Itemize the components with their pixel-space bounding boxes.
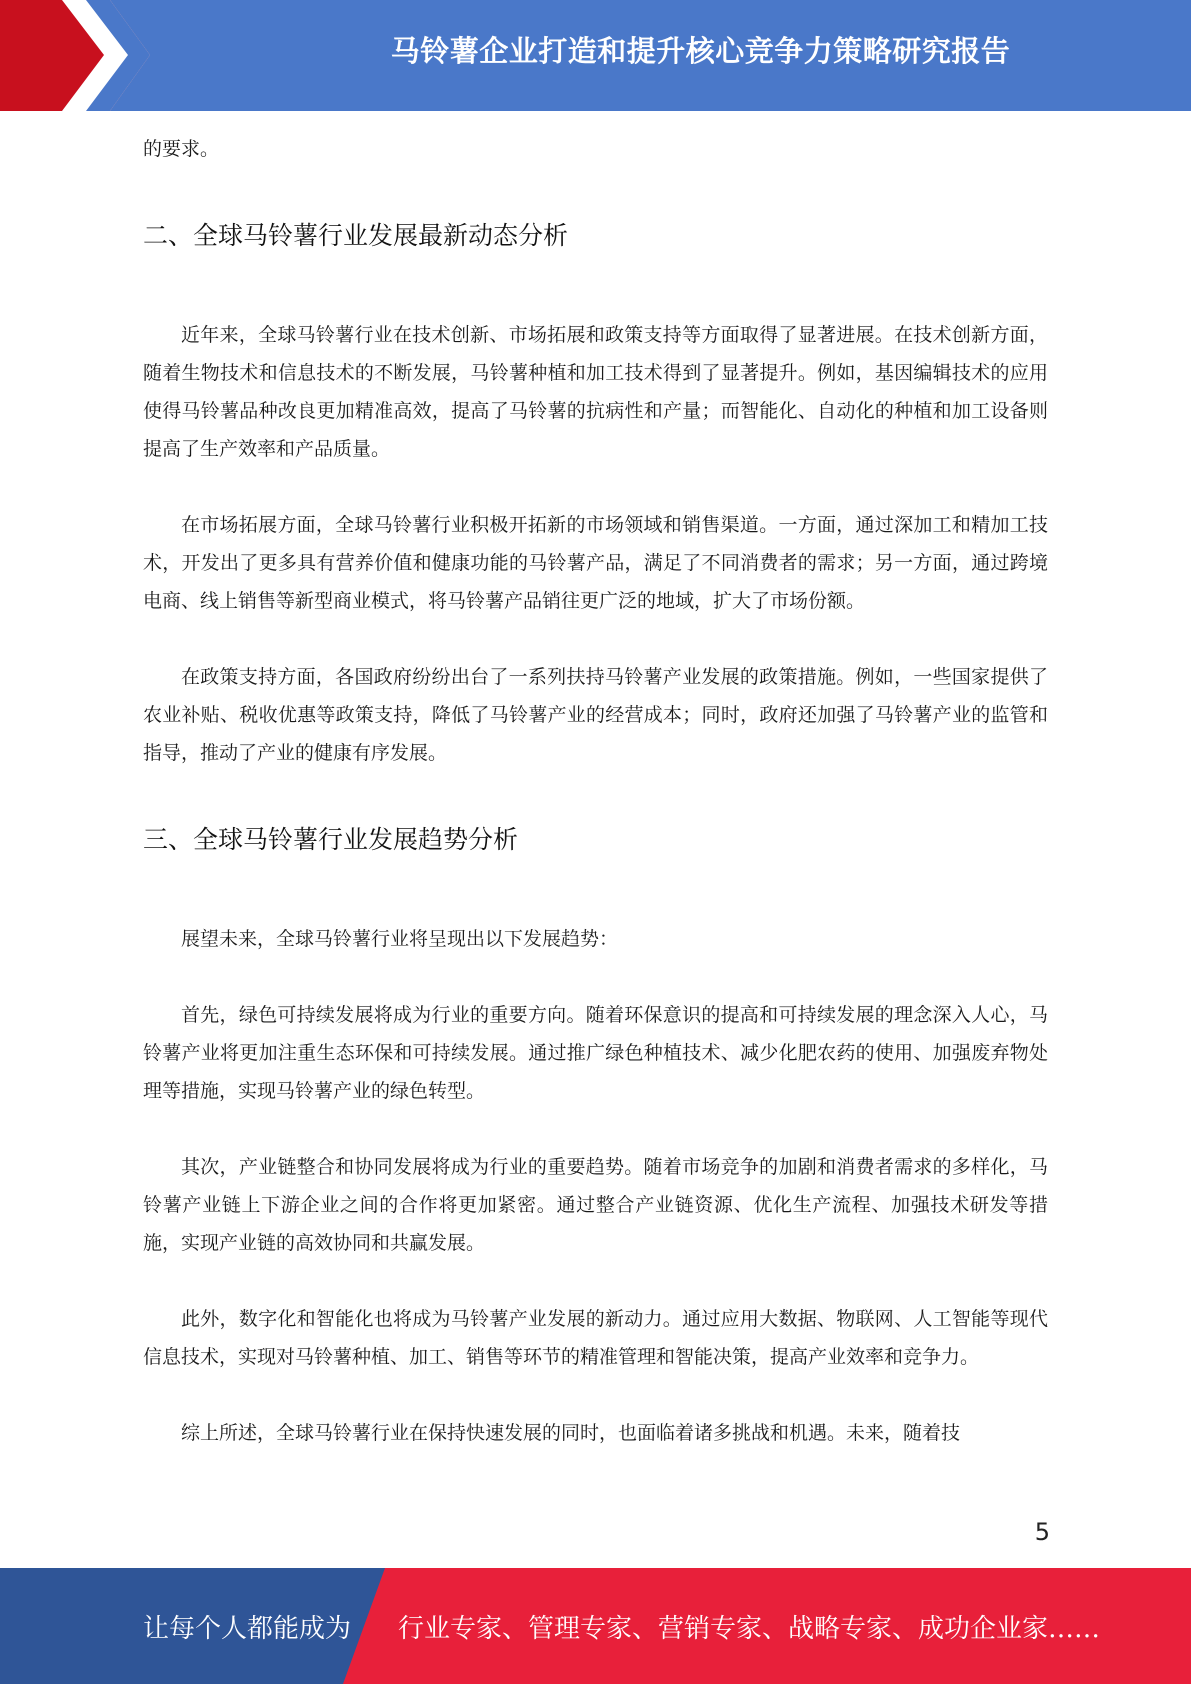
document-body	[143, 130, 1048, 1452]
header-title: 马铃薯企业打造和提升核心竞争力策略研究报告	[390, 34, 1011, 68]
page-header	[0, 0, 1191, 111]
paragraph-outlook: 展望未来，全球马铃薯行业将呈现出以下发展趋势：	[181, 928, 619, 950]
page-footer	[0, 1568, 1191, 1684]
paragraph-summary: 综上所述，全球马铃薯行业在保持快速发展的同时，也面临着诸多挑战和机遇。未来，随着技	[181, 1422, 961, 1444]
footer-slogan-left: 让每个人都能成为	[143, 1613, 352, 1644]
footer-slogan-right: 行业专家、管理专家、营销专家、战略专家、成功企业家……	[398, 1613, 1101, 1644]
paragraph-tech-innovation: 近年来，全球马铃薯行业在技术创新、市场拓展和政策支持等方面取得了显著进展。在技术创新方面，随着生物技术和信息技术的不断发展，马铃薯种植和加工技术得到了显著提升。例如，基因编辑技术的应用使得马铃薯品种改良更加精准高效，提高了马铃薯的抗病性和产量；而智能化、自动化的种植和加工设备则提高了生产效率和产品质量。	[143, 324, 1048, 460]
paragraph-green-development: 首先，绿色可持续发展将成为行业的重要方向。随着环保意识的提高和可持续发展的理念深入人心，马铃薯产业将更加注重生态环保和可持续发展。通过推广绿色种植技术、减少化肥农药的使用、加强废弃物处理等措施，实现马铃薯产业的绿色转型。	[143, 1004, 1048, 1102]
page-number: 5	[1034, 1518, 1050, 1546]
paragraph-digitalization: 此外，数字化和智能化也将成为马铃薯产业发展的新动力。通过应用大数据、物联网、人工智能等现代信息技术，实现对马铃薯种植、加工、销售等环节的精准管理和智能决策，提高产业效率和竞争力。	[143, 1308, 1048, 1368]
section-heading-3: 三、全球马铃薯行业发展趋势分析	[143, 825, 519, 854]
paragraph-continuation: 的要求。	[143, 138, 220, 160]
paragraph-market-expansion: 在市场拓展方面，全球马铃薯行业积极开拓新的市场领域和销售渠道。一方面，通过深加工和精加工技术，开发出了更多具有营养价值和健康功能的马铃薯产品，满足了不同消费者的需求；另一方面，通过跨境电商、线上销售等新型商业模式，将马铃薯产品销往更广泛的地域，扩大了市场份额。	[143, 514, 1048, 612]
paragraph-industry-chain: 其次，产业链整合和协同发展将成为行业的重要趋势。随着市场竞争的加剧和消费者需求的多样化，马铃薯产业链上下游企业之间的合作将更加紧密。通过整合产业链资源、优化生产流程、加强技术研发等措施，实现产业链的高效协同和共赢发展。	[143, 1156, 1048, 1254]
paragraph-policy-support: 在政策支持方面，各国政府纷纷出台了一系列扶持马铃薯产业发展的政策措施。例如，一些国家提供了农业补贴、税收优惠等政策支持，降低了马铃薯产业的经营成本；同时，政府还加强了马铃薯产业的监管和指导，推动了产业的健康有序发展。	[143, 666, 1048, 764]
section-heading-2: 二、全球马铃薯行业发展最新动态分析	[143, 221, 569, 250]
